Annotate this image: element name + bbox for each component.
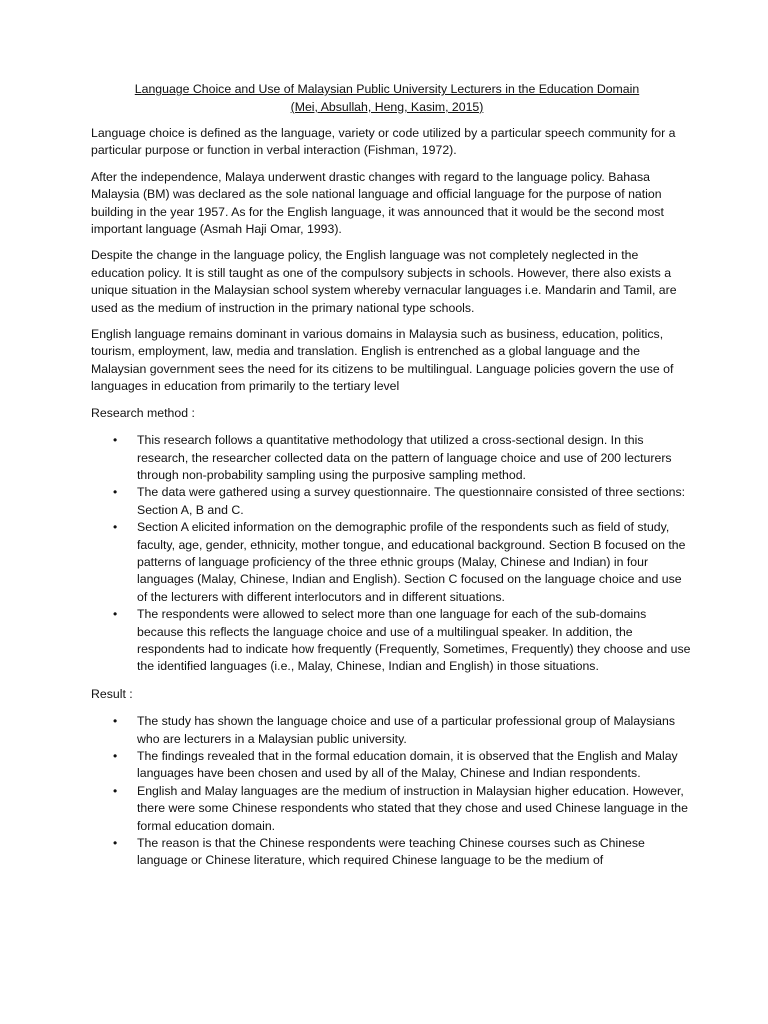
research-method-heading: Research method : (91, 405, 195, 420)
list-item-text: English and Malay languages are the medium of instruction in Malaysian higher education. However, there were some Chinese respondents who stated that they chose and used Chinese language in the formal education domain. (137, 783, 688, 833)
bullet-icon: • (113, 520, 118, 535)
list-item (91, 835, 691, 870)
research-method-list (91, 432, 691, 676)
list-item (91, 606, 691, 676)
list-item (91, 519, 691, 606)
list-item-text: This research follows a quantitative methodology that utilized a cross-sectional design. In this research, the researcher collected data on the pattern of language choice and use of 200 lecturers through non-probability sampling using the purposive sampling method. (137, 433, 672, 482)
document-title (91, 80, 691, 116)
list-item-text: Section A elicited information on the demographic profile of the respondents such as field of study, faculty, age, gender, ethnicity, mother tongue, and educational background. Section B focused on the patterns of language proficiency of the three ethnic groups (Malay, Chinese and Indian) in four languages (Malay, Chinese, Indian and English). Section C focused on the language choice and use of the lecturers with different interlocutors and in different situations. (137, 520, 686, 604)
bullet-icon: • (113, 749, 118, 763)
list-item (91, 713, 691, 748)
bullet-icon: • (113, 433, 118, 448)
list-item-text: The findings revealed that in the formal education domain, it is observed that the English and Malay languages have been chosen and used by all of the Malay, Chinese and Indian respondents. (137, 749, 678, 781)
list-item-text: The study has shown the language choice and use of a particular professional group of Malaysians who are lecturers in a Malaysian public university. (137, 714, 675, 746)
paragraph-language-policy: Despite the change in the language policy, the English language was not completely neglected in the education policy. It is still taught as one of the compulsory subjects in schools. However, there also exists a unique situation in the Malaysian school system whereby vernacular languages i.e. Mandarin and Tamil, are used as the medium of instruction in the primary national type schools. (91, 248, 677, 315)
bullet-icon: • (113, 485, 118, 500)
bullet-icon: • (113, 836, 118, 851)
list-item-text: The data were gathered using a survey questionnaire. The questionnaire consisted of three sections: Section A, B and C. (137, 485, 686, 517)
paragraph-independence: After the independence, Malaya underwent drastic changes with regard to the language policy. Bahasa Malaysia (BM) was declared as the sole national language and official language for the purpose of nation building in the year 1957. As for the English language, it was announced that it would be the second most important language (Asmah Haji Omar, 1993). (91, 169, 664, 237)
title-line-2: (Mei, Absullah, Heng, Kasim, 2015) (290, 100, 484, 114)
list-item (91, 432, 691, 484)
result-list (91, 713, 691, 870)
bullet-icon: • (113, 607, 118, 622)
bullet-icon: • (113, 714, 118, 729)
list-item (91, 748, 691, 783)
result-heading: Result : (91, 686, 133, 701)
list-item (91, 783, 691, 835)
list-item-text: The respondents were allowed to select more than one language for each of the sub-domains because this reflects the language choice and use of a multilingual speaker. In addition, the respondents had to indicate how frequently (Frequently, Sometimes, Frequently) they choose and use the identified languages (i.e., Malay, Chinese, Indian and English) in those situations. (137, 607, 691, 674)
list-item (91, 484, 691, 519)
title-line-1: Language Choice and Use of Malaysian Public University Lecturers in the Education Domain (134, 82, 640, 96)
bullet-icon: • (113, 783, 118, 798)
paragraph-language-choice: Language choice is defined as the language, variety or code utilized by a particular speech community for a particular purpose or function in verbal interaction (Fishman, 1972). (91, 126, 676, 158)
list-item-text: The reason is that the Chinese respondents were teaching Chinese courses such as Chinese language or Chinese literature, which required Chinese language to be the medium of (137, 836, 645, 868)
paragraph-english-dominance: English language remains dominant in various domains in Malaysia such as business, education, politics, tourism, employment, law, media and translation. English is entrenched as a global language and the Malaysian government sees the need for its citizens to be multilingual. Language policies govern the use of languages in education from primarily to the tertiary level (91, 327, 674, 394)
